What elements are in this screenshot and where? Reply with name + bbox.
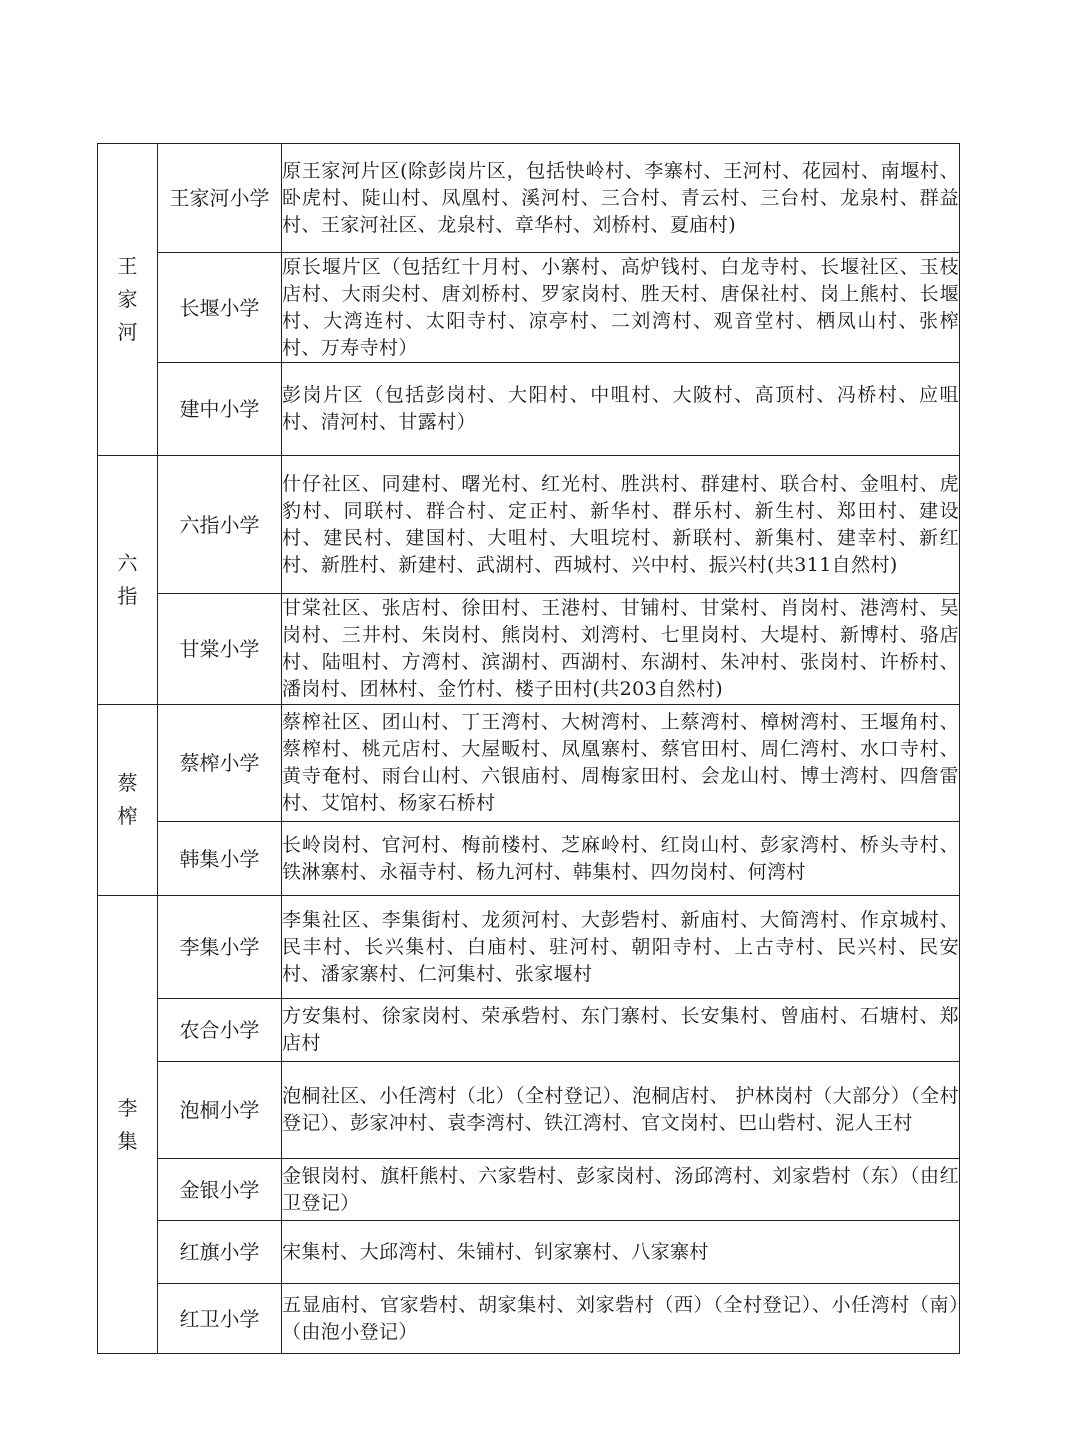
area-cell: 泡桐社区、小任湾村（北）（全村登记）、泡桐店村、 护林岗村（大部分）（全村登记）、彭家冲村、袁李湾村、铁江湾村、官文岗村、巴山砦村、泥人王村 bbox=[282, 1062, 960, 1159]
school-cell: 六指小学 bbox=[158, 456, 282, 594]
town-name: 蔡榨 bbox=[117, 771, 138, 828]
area-cell: 宋集村、大邱湾村、朱铺村、钊家寨村、八家寨村 bbox=[282, 1221, 960, 1284]
school-cell: 王家河小学 bbox=[158, 144, 282, 253]
town-cell bbox=[98, 144, 158, 456]
school-cell: 泡桐小学 bbox=[158, 1062, 282, 1159]
school-cell: 金银小学 bbox=[158, 1159, 282, 1221]
area-cell: 五显庙村、官家砦村、胡家集村、刘家砦村（西）（全村登记）、小任湾村（南）（由泡小登记） bbox=[282, 1284, 960, 1354]
table-row bbox=[98, 822, 960, 896]
school-cell: 李集小学 bbox=[158, 896, 282, 999]
town-cell bbox=[98, 896, 158, 1354]
town-name: 李集 bbox=[117, 1095, 138, 1153]
school-cell: 韩集小学 bbox=[158, 822, 282, 896]
table-row bbox=[98, 1284, 960, 1354]
table-row bbox=[98, 594, 960, 705]
school-cell: 甘棠小学 bbox=[158, 594, 282, 705]
area-cell: 彭岗片区（包括彭岗村、大阳村、中咀村、大陂村、高顶村、冯桥村、应咀村、清河村、甘露村） bbox=[282, 363, 960, 456]
table-row bbox=[98, 1221, 960, 1284]
school-cell: 农合小学 bbox=[158, 999, 282, 1062]
school-cell: 红卫小学 bbox=[158, 1284, 282, 1354]
school-cell: 建中小学 bbox=[158, 363, 282, 456]
area-cell: 长岭岗村、官河村、梅前楼村、芝麻岭村、红岗山村、彭家湾村、桥头寺村、铁淋寨村、永福寺村、杨九河村、韩集村、四勿岗村、何湾村 bbox=[282, 822, 960, 896]
school-zone-table bbox=[97, 143, 960, 1354]
table-row bbox=[98, 144, 960, 253]
table-row bbox=[98, 363, 960, 456]
table-row bbox=[98, 253, 960, 363]
table-row bbox=[98, 705, 960, 822]
table-row bbox=[98, 456, 960, 594]
area-cell: 蔡榨社区、团山村、丁王湾村、大树湾村、上蔡湾村、樟树湾村、王堰角村、蔡榨村、桃元店村、大屋畈村、凤凰寨村、蔡官田村、周仁湾村、水口寺村、黄寺奄村、雨台山村、六银庙村、周梅家田村、会龙山村、博士湾村、四詹雷村、艾馆村、杨家石桥村 bbox=[282, 705, 960, 822]
town-name: 王家河 bbox=[117, 254, 138, 344]
school-cell: 蔡榨小学 bbox=[158, 705, 282, 822]
table-row bbox=[98, 896, 960, 999]
town-cell bbox=[98, 705, 158, 896]
town-name: 六指 bbox=[117, 551, 138, 608]
area-cell: 原长堰片区（包括红十月村、小寨村、高炉钱村、白龙寺村、长堰社区、玉枝店村、大雨尖村、唐刘桥村、罗家岗村、胜天村、唐保社村、岗上熊村、长堰村、大湾连村、太阳寺村、凉亭村、二刘湾村、观音堂村、栖凤山村、张榨村、万寿寺村） bbox=[282, 253, 960, 363]
area-cell: 原王家河片区(除彭岗片区，包括快岭村、李寨村、王河村、花园村、南堰村、卧虎村、陡山村、凤凰村、溪河村、三合村、青云村、三台村、龙泉村、群益村、王家河社区、龙泉村、章华村、刘桥村、夏庙村) bbox=[282, 144, 960, 253]
area-cell: 金银岗村、旗杆熊村、六家砦村、彭家岗村、汤邱湾村、刘家砦村（东）（由红卫登记） bbox=[282, 1159, 960, 1221]
area-cell: 方安集村、徐家岗村、荣承砦村、东门寨村、长安集村、曾庙村、石塘村、郑店村 bbox=[282, 999, 960, 1062]
table-row bbox=[98, 1159, 960, 1221]
area-cell: 什仔社区、同建村、曙光村、红光村、胜洪村、群建村、联合村、金咀村、虎豹村、同联村、群合村、定正村、新华村、群乐村、新生村、郑田村、建设村、建民村、建国村、大咀村、大咀垸村、新联村、新集村、建幸村、新红村、新胜村、新建村、武湖村、西城村、兴中村、振兴村(共311自然村) bbox=[282, 456, 960, 594]
table-row bbox=[98, 999, 960, 1062]
town-cell bbox=[98, 456, 158, 705]
table-row bbox=[98, 1062, 960, 1159]
area-cell: 李集社区、李集街村、龙须河村、大彭砦村、新庙村、大简湾村、作京城村、民丰村、长兴集村、白庙村、驻河村、朝阳寺村、上古寺村、民兴村、民安村、潘家寨村、仁河集村、张家堰村 bbox=[282, 896, 960, 999]
school-cell: 长堰小学 bbox=[158, 253, 282, 363]
school-cell: 红旗小学 bbox=[158, 1221, 282, 1284]
area-cell: 甘棠社区、张店村、徐田村、王港村、甘铺村、甘棠村、肖岗村、港湾村、吴岗村、三井村、朱岗村、熊岗村、刘湾村、七里岗村、大堤村、新博村、骆店村、陆咀村、方湾村、滨湖村、西湖村、东湖村、朱冲村、张岗村、许桥村、潘岗村、团林村、金竹村、楼子田村(共203自然村) bbox=[282, 594, 960, 705]
